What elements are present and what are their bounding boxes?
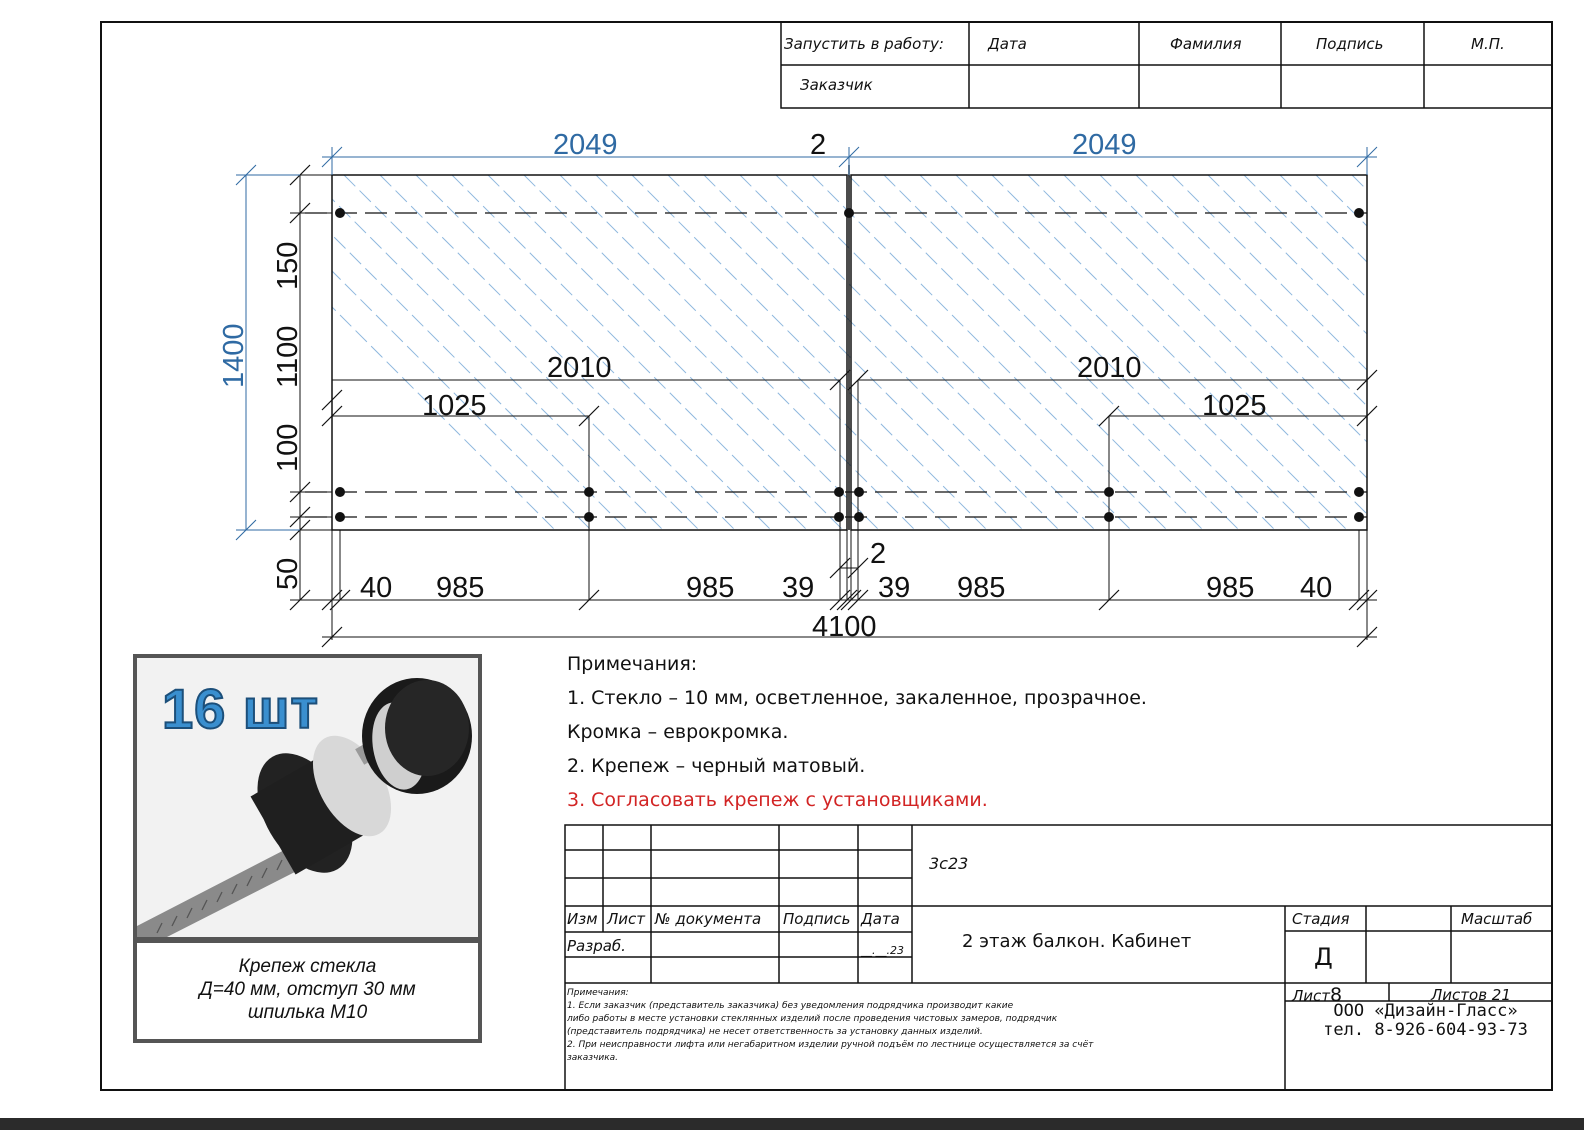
hatch-line [1208, 175, 1563, 530]
hole-marker [834, 487, 844, 497]
dim-total-width: 4100 [812, 611, 877, 643]
hatch-line [560, 175, 915, 530]
hole-marker [834, 512, 844, 522]
dim-v-1100: 1100 [272, 325, 304, 388]
dim-b-39-left: 39 [782, 572, 815, 604]
dim-b-985-1: 985 [436, 572, 485, 604]
hole-marker [1104, 512, 1114, 522]
dim-b-985-3: 985 [957, 572, 1006, 604]
dim-v-50: 50 [272, 557, 304, 590]
hatch-line [740, 175, 1095, 530]
hatch-line [1316, 175, 1584, 530]
legal-note-5: заказчика. [567, 1053, 619, 1063]
col-date: Дата [861, 910, 900, 928]
hole-marker [1354, 487, 1364, 497]
dim-left-pane-width: 2049 [553, 129, 618, 161]
hole-marker [1104, 487, 1114, 497]
hatch-line [1172, 175, 1527, 530]
hatch-line [884, 175, 1239, 530]
hole-marker [1354, 208, 1364, 218]
hatch-line [488, 175, 843, 530]
note-line-2: Кромка – еврокромка. [567, 721, 789, 743]
hole-marker [584, 487, 594, 497]
company-phone: тел. 8-926-604-93-73 [1323, 1020, 1528, 1040]
hatch-line [200, 175, 555, 530]
dim-b-40-right: 40 [1300, 572, 1333, 604]
notes-title: Примечания: [567, 653, 698, 675]
dim-right-pane-width: 2049 [1072, 129, 1137, 161]
legal-note-4: 2. При неисправности лифта или негабаритном изделии ручной подъём по лестнице осуществляется за счёт [567, 1040, 1094, 1050]
drawing-code: 3с23 [929, 854, 969, 873]
dim-b-39-right: 39 [878, 572, 911, 604]
hatch-line [1244, 175, 1584, 530]
dim-left-2010: 2010 [547, 352, 612, 384]
legal-notes [567, 987, 1277, 1065]
hole-marker [584, 512, 594, 522]
quantity-label: 16 шт [162, 677, 319, 740]
dim-b-40-left: 40 [360, 572, 393, 604]
hatch-line [452, 175, 807, 530]
scale-label: Масштаб [1461, 910, 1533, 928]
sheet-label-text: Лист [1292, 987, 1331, 1005]
glass-hatch [200, 175, 1584, 530]
stage-value: Д [1314, 943, 1333, 971]
hatch-line [848, 175, 1203, 530]
caption-line-2: Д=40 мм, отступ 30 мм [199, 979, 416, 1000]
drawing-title: 2 этаж балкон. Кабинет [962, 931, 1192, 952]
developed-date: __.__.23 [861, 944, 904, 957]
col-signature: Подпись [783, 910, 851, 928]
caption-line-1: Крепеж стекла [238, 956, 377, 977]
customer-label: Заказчик [800, 76, 873, 94]
hatch-line [668, 175, 1023, 530]
legal-note-2: либо работы в месте установки стеклянных изделий после проведения чистовых замеров, подрядчик [567, 1014, 1058, 1024]
dim-total-height: 1400 [218, 323, 250, 388]
dim-b-985-2: 985 [686, 572, 735, 604]
overall-dimension-lines [236, 147, 1377, 540]
legal-notes-title: Примечания: [567, 988, 629, 998]
company-block [1283, 1002, 1568, 1040]
fastener-photo [133, 654, 482, 941]
launch-label: Запустить в работу: [784, 35, 944, 53]
bottom-bar [0, 1118, 1584, 1130]
stage-label: Стадия [1292, 910, 1350, 928]
hatch-line [992, 175, 1347, 530]
hatch-line [1136, 175, 1491, 530]
note-line-3: 2. Крепеж – черный матовый. [567, 755, 866, 777]
hole-marker [335, 208, 345, 218]
legal-note-3: (представитель подрядчика) не несет ответственность за установку данных изделий. [567, 1027, 983, 1037]
dim-v-150: 150 [272, 241, 304, 290]
sheets-total: Листов 21 [1431, 986, 1511, 1004]
legal-note-1: 1. Если заказчик (представитель заказчика) без уведомления подрядчика производит какие [567, 1001, 1014, 1011]
signature-header: Подпись [1316, 35, 1384, 53]
note-line-1: 1. Стекло – 10 мм, осветленное, закаленное, прозрачное. [567, 687, 1147, 709]
hatch-line [1280, 175, 1584, 530]
dim-b-2-mid: 2 [870, 538, 887, 570]
dim-right-1025: 1025 [1202, 390, 1267, 422]
hole-marker [335, 512, 345, 522]
hole-marker [1354, 512, 1364, 522]
hatch-line [704, 175, 1059, 530]
dim-b-985-4: 985 [1206, 572, 1255, 604]
seal-header: М.П. [1471, 35, 1505, 53]
glass-panes [332, 165, 1367, 530]
hatch-line [632, 175, 987, 530]
hatch-line [1100, 175, 1455, 530]
dim-left-1025: 1025 [422, 390, 487, 422]
dim-right-2010: 2010 [1077, 352, 1142, 384]
developed-label: Разраб. [567, 937, 626, 955]
hatch-line [344, 175, 699, 530]
col-doc-no: № документа [655, 910, 762, 928]
hole-marker [335, 487, 345, 497]
dim-gap-top: 2 [810, 129, 827, 161]
hatch-line [596, 175, 951, 530]
dim-v-100: 100 [272, 423, 304, 472]
fastener-caption [133, 941, 482, 1043]
date-header: Дата [988, 35, 1027, 53]
col-list: Лист [607, 910, 646, 928]
surname-header: Фамилия [1170, 35, 1242, 53]
hole-marker [844, 208, 854, 218]
sheet-number: 8 [1330, 984, 1343, 1006]
hatch-line [1388, 175, 1584, 530]
notes-block [567, 647, 1147, 817]
company-name: ООО «Дизайн-Гласс» [1333, 1001, 1518, 1021]
note-line-4: 3. Согласовать крепеж с установщиками. [567, 789, 988, 811]
col-izm: Изм [567, 910, 598, 928]
hatch-line [1352, 175, 1584, 530]
hole-marker [854, 487, 864, 497]
hole-marker [854, 512, 864, 522]
caption-line-3: шпилька М10 [247, 1002, 368, 1023]
